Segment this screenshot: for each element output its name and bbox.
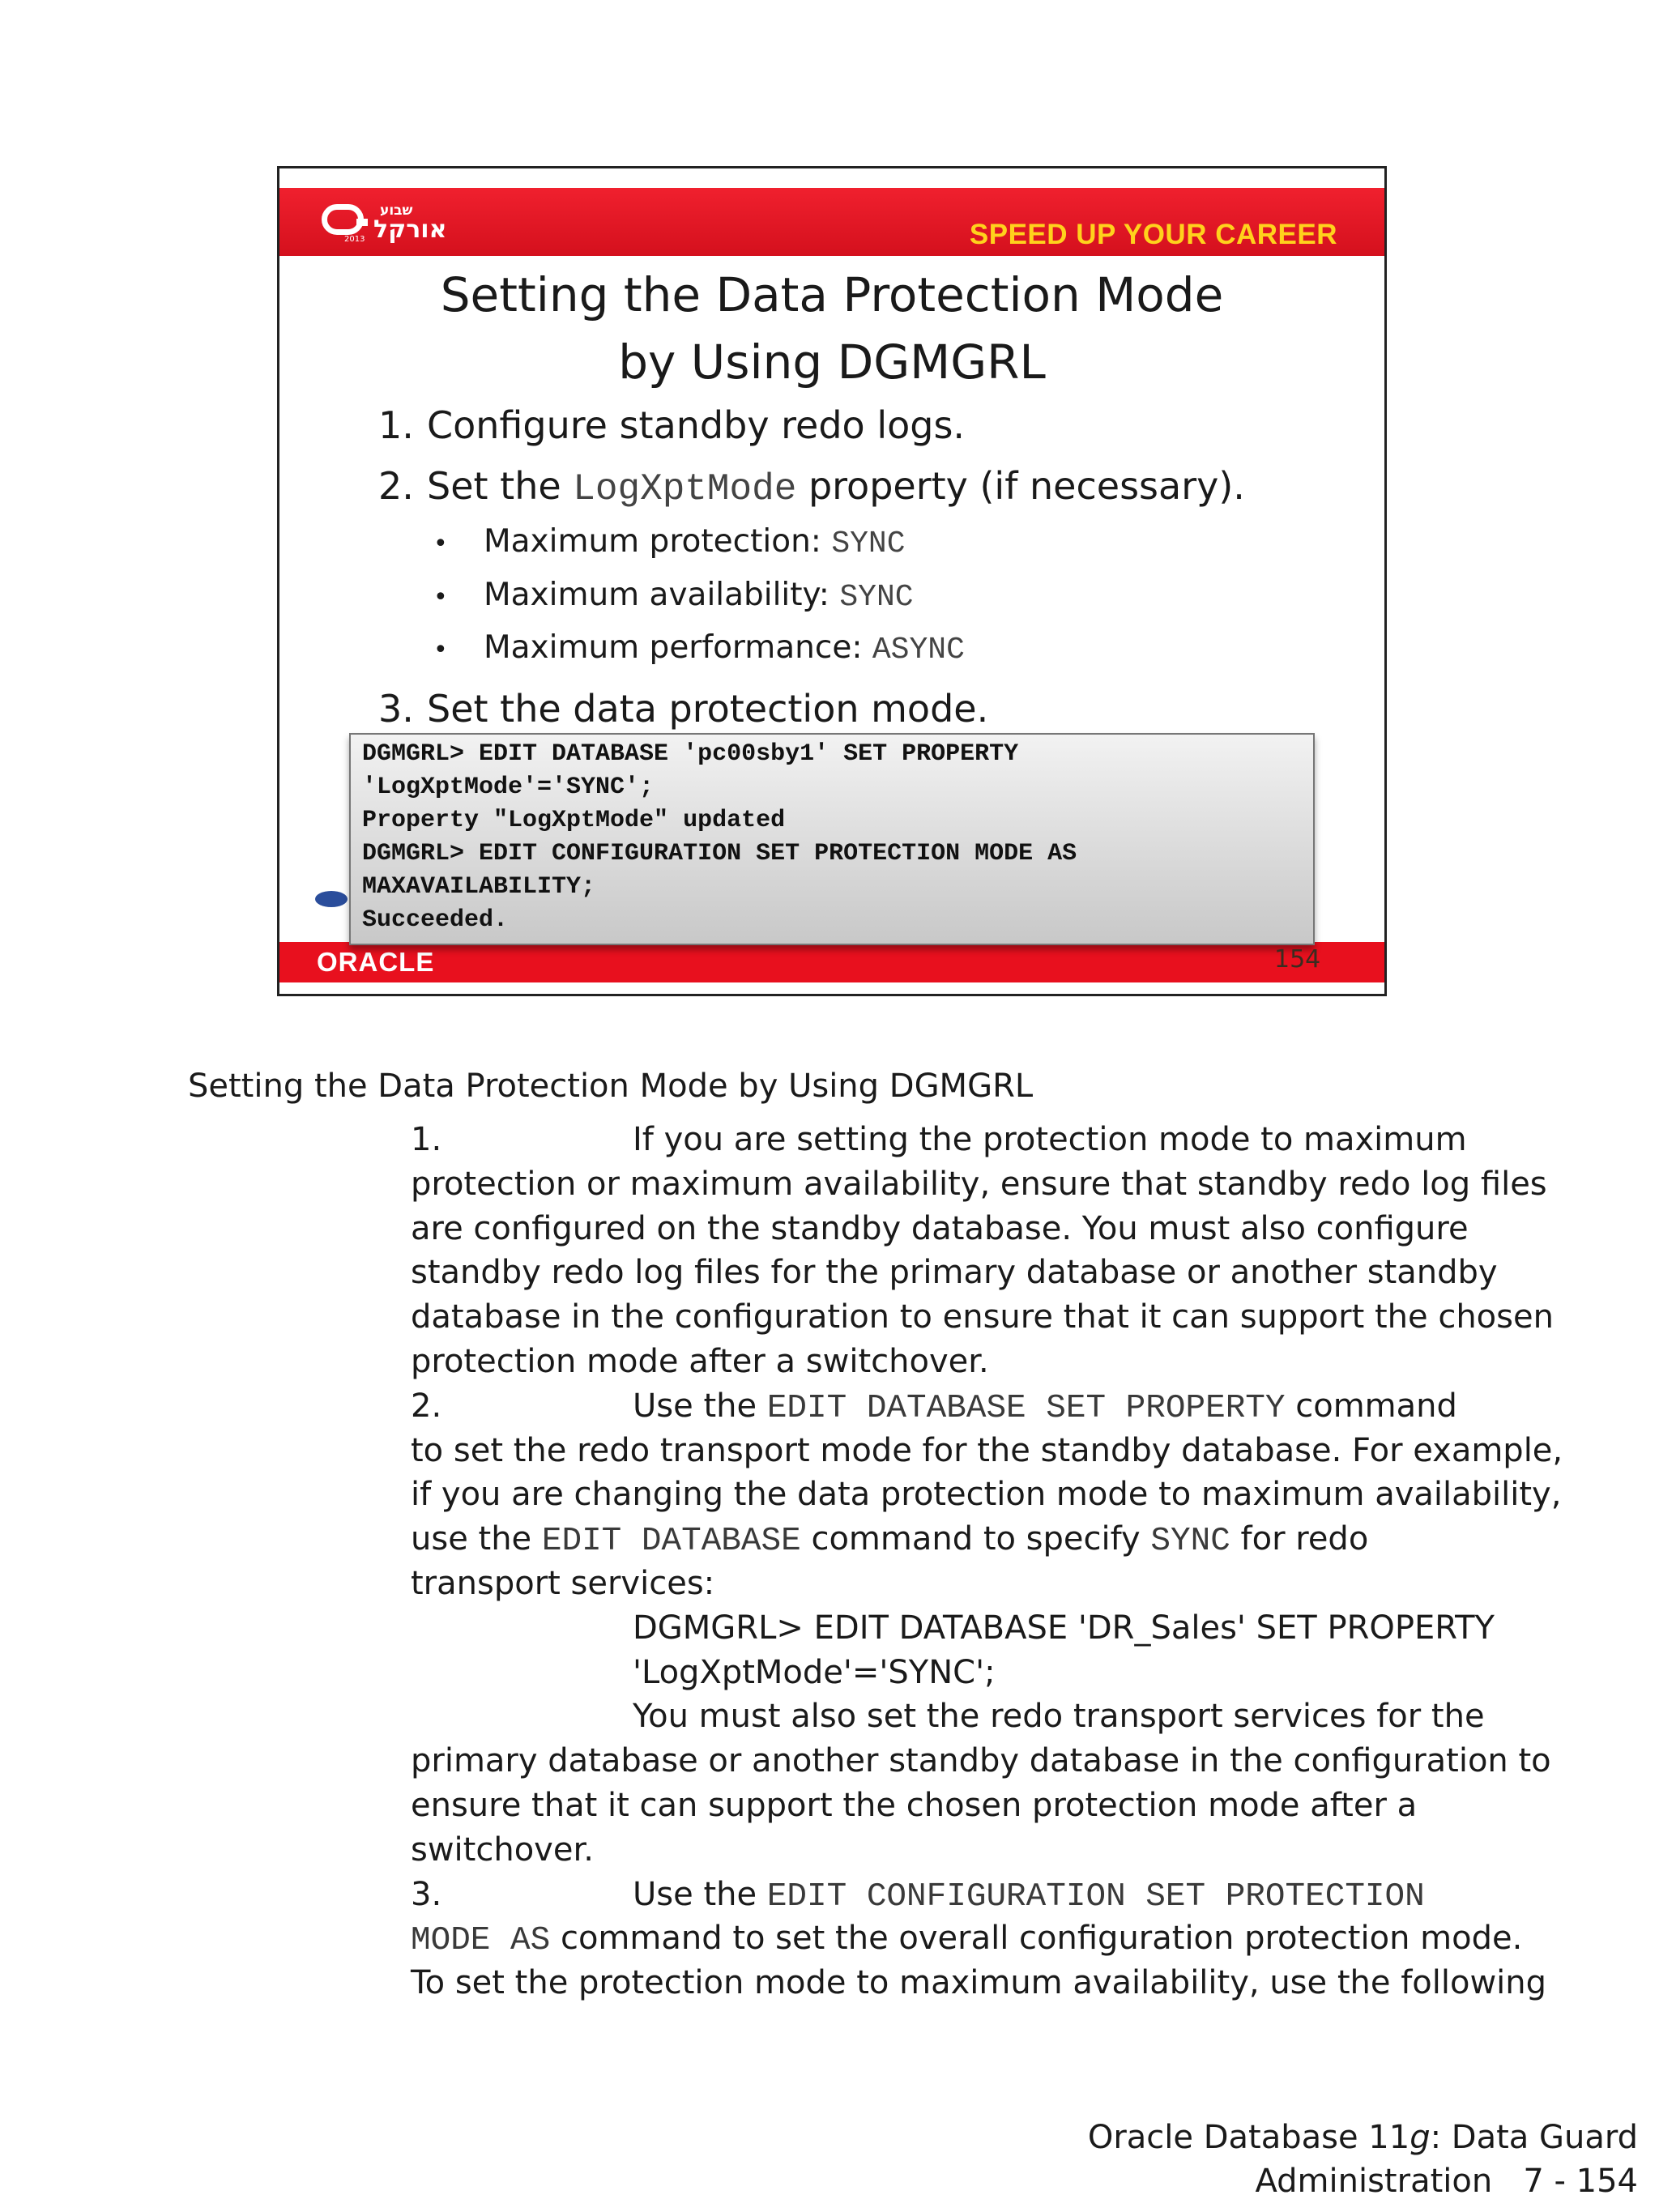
bullet-code: SYNC xyxy=(839,580,914,615)
footer-book-title: Oracle Database 11 xyxy=(1087,2119,1410,2156)
notes-text: command to set the overall configuration protection mode. xyxy=(550,1920,1523,1958)
step-code: LogXptMode xyxy=(573,468,797,510)
code-line-5: MAXAVAILABILITY; xyxy=(362,873,596,901)
slide-title xyxy=(279,262,1384,396)
sponsor-mark-icon xyxy=(315,891,348,907)
notes-text: command xyxy=(1285,1387,1457,1425)
notes-line: are configured on the standby database. You must also configure xyxy=(411,1209,1469,1247)
step-text: Configure standby redo logs. xyxy=(427,403,966,447)
code-line-1: DGMGRL> EDIT DATABASE 'pc00sby1' SET PROPERTY xyxy=(362,740,1019,768)
notes-command: 'LogXptMode'='SYNC'; xyxy=(633,1653,996,1691)
notes-text: If you are setting the protection mode to maximum xyxy=(633,1121,1467,1158)
step-text-post: property (if necessary). xyxy=(796,464,1245,508)
slide-step-3 xyxy=(378,687,988,731)
event-logo xyxy=(322,202,445,245)
notes-line xyxy=(411,1384,1488,1429)
notes-line xyxy=(411,1517,1488,1562)
notes-line: to set the redo transport mode for the standby database. For example, xyxy=(411,1431,1563,1469)
bullet-dot-icon: • xyxy=(433,530,448,558)
slide-bullet-1 xyxy=(433,523,906,561)
notes-line: switchover. xyxy=(411,1831,594,1869)
notes-text: Use the xyxy=(633,1387,767,1425)
code-line-4: DGMGRL> EDIT CONFIGURATION SET PROTECTION MODE AS xyxy=(362,840,1077,867)
notes-line xyxy=(411,1694,1488,1739)
notes-line xyxy=(411,1651,1488,1695)
code-line-3: Property "LogXptMode" updated xyxy=(362,807,786,834)
notes-code: SYNC xyxy=(1150,1523,1230,1561)
step-number: 1. xyxy=(378,403,414,447)
notes-line: standby redo log files for the primary database or another standby xyxy=(411,1254,1498,1292)
notes-item-number: 3. xyxy=(411,1875,442,1913)
footer-line-1 xyxy=(1088,2116,1638,2159)
bullet-code: SYNC xyxy=(831,526,906,561)
code-line-2: 'LogXptMode'='SYNC'; xyxy=(362,774,655,801)
notes-line: if you are changing the data protection mode to maximum availability, xyxy=(411,1476,1562,1514)
code-example-box xyxy=(349,733,1315,945)
slide-bullet-2 xyxy=(433,577,914,615)
bullet-label: Maximum performance: xyxy=(484,629,872,666)
logo-year: 2013 xyxy=(344,235,365,244)
slide-header-banner xyxy=(279,188,1384,256)
logo-main-text: אורקל xyxy=(373,215,447,244)
slide-step-1 xyxy=(378,403,965,447)
footer-book-title-end: : Data Guard xyxy=(1430,2119,1638,2156)
bullet-dot-icon: • xyxy=(433,636,448,664)
step-number: 3. xyxy=(378,687,414,731)
notes-line: database in the configuration to ensure that it can support the chosen xyxy=(411,1298,1554,1336)
notes-command: DGMGRL> EDIT DATABASE 'DR_Sales' SET PROPERTY xyxy=(633,1609,1495,1647)
slide-title-line-1: Setting the Data Protection Mode xyxy=(440,267,1224,322)
page-footer xyxy=(1088,2116,1638,2203)
notes-text: Use the xyxy=(633,1875,767,1913)
slide-step-2 xyxy=(378,464,1245,510)
slide-title-line-2: by Using DGMGRL xyxy=(618,335,1046,390)
notes-line: primary database or another standby database in the configuration to xyxy=(411,1742,1551,1780)
bullet-label: Maximum availability: xyxy=(484,577,840,613)
notes-item-number: 1. xyxy=(411,1121,442,1158)
oracle-logo: ORACLE xyxy=(317,947,435,977)
notes-code: EDIT DATABASE SET PROPERTY xyxy=(766,1389,1286,1427)
bullet-dot-icon: • xyxy=(433,583,448,612)
footer-page-number: Administration 7 - 154 xyxy=(1255,2163,1638,2200)
logo-top-text: שבוע xyxy=(380,202,413,219)
notes-line xyxy=(411,1916,1523,1961)
notes-text: command to specify xyxy=(800,1520,1151,1558)
slide-image xyxy=(277,166,1387,996)
notes-line xyxy=(411,1118,1488,1162)
notes-text: You must also set the redo transport services for the xyxy=(633,1698,1485,1736)
notes-body xyxy=(411,1118,1563,2005)
notes-line xyxy=(411,1606,1495,1651)
code-line-6: Succeeded. xyxy=(362,906,509,934)
notes-text: use the xyxy=(411,1520,542,1558)
slide-number: 154 xyxy=(1274,945,1321,974)
step-text-pre: Set the xyxy=(427,464,574,508)
notes-line: protection or maximum availability, ensure that standby redo log files xyxy=(411,1165,1547,1203)
notes-line: ensure that it can support the chosen protection mode after a xyxy=(411,1786,1418,1824)
notes-text: for redo xyxy=(1230,1520,1369,1558)
step-text: Set the data protection mode. xyxy=(427,687,989,731)
notes-item-number: 2. xyxy=(411,1387,442,1425)
footer-book-title-italic: g xyxy=(1410,2119,1431,2156)
notes-code: MODE AS xyxy=(411,1922,551,1960)
notes-line: protection mode after a switchover. xyxy=(411,1342,989,1380)
notes-code: EDIT CONFIGURATION SET PROTECTION xyxy=(766,1877,1425,1916)
step-number: 2. xyxy=(378,464,414,508)
bullet-code: ASYNC xyxy=(872,633,965,667)
notes-title: Setting the Data Protection Mode by Using DGMGRL xyxy=(188,1068,1034,1105)
slide-bullet-3 xyxy=(433,629,965,667)
notes-code: EDIT DATABASE xyxy=(541,1523,801,1561)
logo-ring-icon xyxy=(322,204,364,235)
bullet-label: Maximum protection: xyxy=(484,523,832,560)
notes-line: transport services: xyxy=(411,1564,715,1602)
slogan: SPEED UP YOUR CAREER xyxy=(969,219,1337,250)
notes-line xyxy=(411,1873,1488,1917)
slide-footer-banner xyxy=(279,942,1384,982)
notes-line: To set the protection mode to maximum availability, use the following xyxy=(411,1964,1547,2002)
